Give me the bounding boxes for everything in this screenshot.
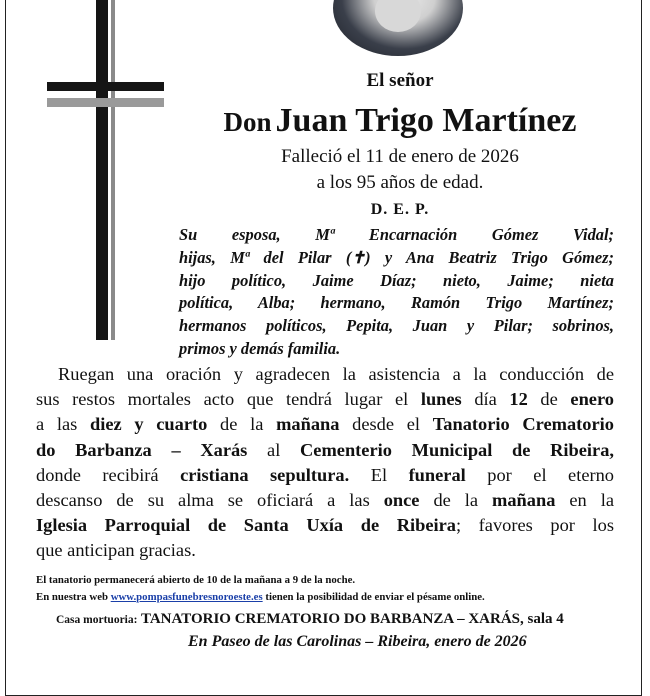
- announcement-line: a las diez y cuarto de la mañana desde el Tanatorio Crematorio: [36, 414, 614, 435]
- cross-vertical-shadow: [111, 0, 115, 340]
- name-prefix: Don: [223, 107, 272, 137]
- casa-place: TANATORIO CREMATORIO DO BARBANZA – XARÁS, sala 4: [140, 611, 564, 627]
- announcement-line: do Barbanza – Xarás al Cementerio Municipal de Ribeira,: [36, 439, 614, 460]
- family-line: política, Alba; hermano, Ramón Trigo Martínez;: [179, 293, 614, 313]
- announcement-line: que anticipan gracias.: [36, 540, 196, 561]
- family-line: primos y demás familia.: [179, 338, 341, 358]
- announcement-line: Ruegan una oración y agradecen la asistencia a la conducción de: [58, 364, 614, 384]
- family-list: [179, 224, 614, 361]
- title-el-senor: El señor: [366, 70, 434, 91]
- family-line: hermanos políticos, Pepita, Juan y Pilar; sobrinos,: [179, 316, 614, 336]
- rip-text: D. E. P.: [370, 201, 430, 218]
- casa-label: Casa mortuoria:: [56, 614, 138, 626]
- family-line: Su esposa, Mª Encarnación Gómez Vidal;: [179, 225, 614, 244]
- web-note: En nuestra web www.pompasfunebresnoroeste.es tienen la posibilidad de enviar el pésame online.: [36, 591, 485, 603]
- portrait-face: [375, 0, 421, 32]
- family-line: hijo político, Jaime Díaz; nieto, Jaime; nieta: [179, 270, 614, 290]
- cross-horizontal-bar: [47, 82, 164, 91]
- hours-note: El tanatorio permanecerá abierto de 10 de la mañana a 9 de la noche.: [36, 574, 356, 586]
- announcement-line: sus restos mortales acto que tendrá lugar el lunes día 12 de enero: [36, 389, 614, 410]
- cross-horizontal-shadow: [47, 98, 164, 107]
- announcement-line: Iglesia Parroquial de Santa Uxía de Ribeira; favores por los: [36, 515, 614, 536]
- website-link[interactable]: www.pompasfunebresnoroeste.es: [110, 591, 263, 603]
- name-full: Juan Trigo Martínez: [275, 102, 577, 139]
- place-date-line: En Paseo de las Carolinas – Ribeira, enero de 2026: [188, 633, 527, 650]
- announcement-line: descanso de su alma se oficiará a las once de la mañana en la: [36, 490, 614, 511]
- death-date: Falleció el 11 de enero de 2026: [281, 146, 519, 167]
- family-line: hijas, Mª del Pilar (✝) y Ana Beatriz Trigo Gómez;: [179, 247, 614, 267]
- cross-vertical-bar: [96, 0, 108, 340]
- announcement-line: donde recibirá cristiana sepultura. El funeral por el eterno: [36, 464, 614, 485]
- deceased-name: [160, 102, 640, 140]
- age-line: a los 95 años de edad.: [316, 172, 484, 193]
- casa-mortuoria: [56, 611, 616, 628]
- announcement-text: [36, 362, 614, 564]
